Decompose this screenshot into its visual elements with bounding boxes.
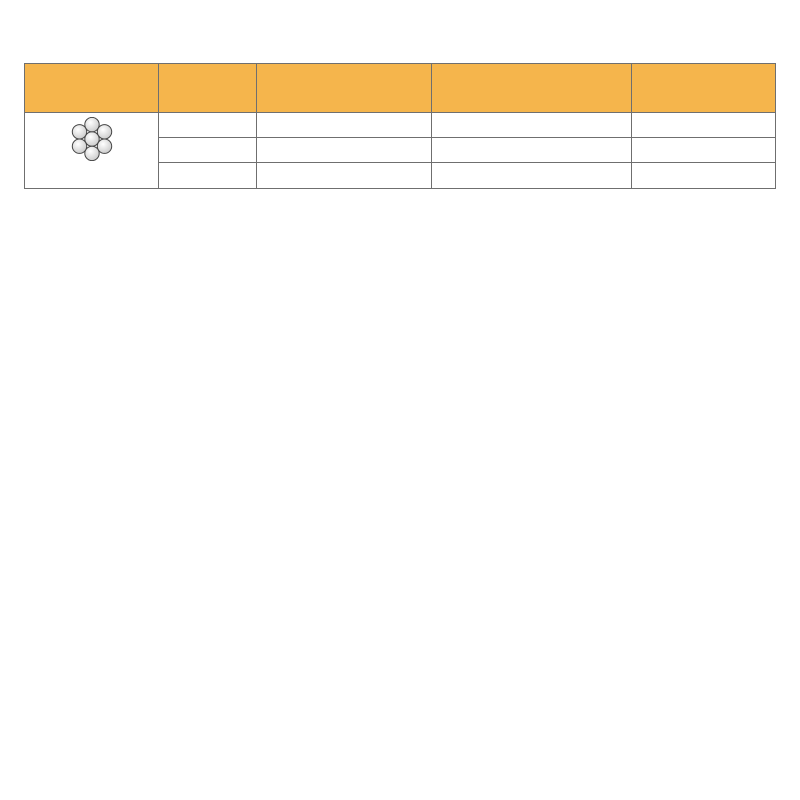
weight-cell [257,113,432,138]
size-cell [159,138,257,163]
size-cell [159,163,257,188]
header-structure [25,64,159,113]
tensile-cell [432,163,632,188]
header-tensile [432,64,632,113]
structure-cell [25,113,159,189]
table-row [25,113,776,138]
header-load [632,64,776,113]
size-cell [159,113,257,138]
header-size [159,64,257,113]
spec-table-container [24,63,776,189]
tensile-cell [432,138,632,163]
table-header-row [25,64,776,113]
weight-cell [257,163,432,188]
tensile-cell [432,113,632,138]
header-weight [257,64,432,113]
rope-1x7-cross-section-icon [25,117,158,168]
load-cell [632,113,776,138]
wire-rope-spec-table [24,63,776,189]
load-cell [632,163,776,188]
load-cell [632,138,776,163]
weight-cell [257,138,432,163]
